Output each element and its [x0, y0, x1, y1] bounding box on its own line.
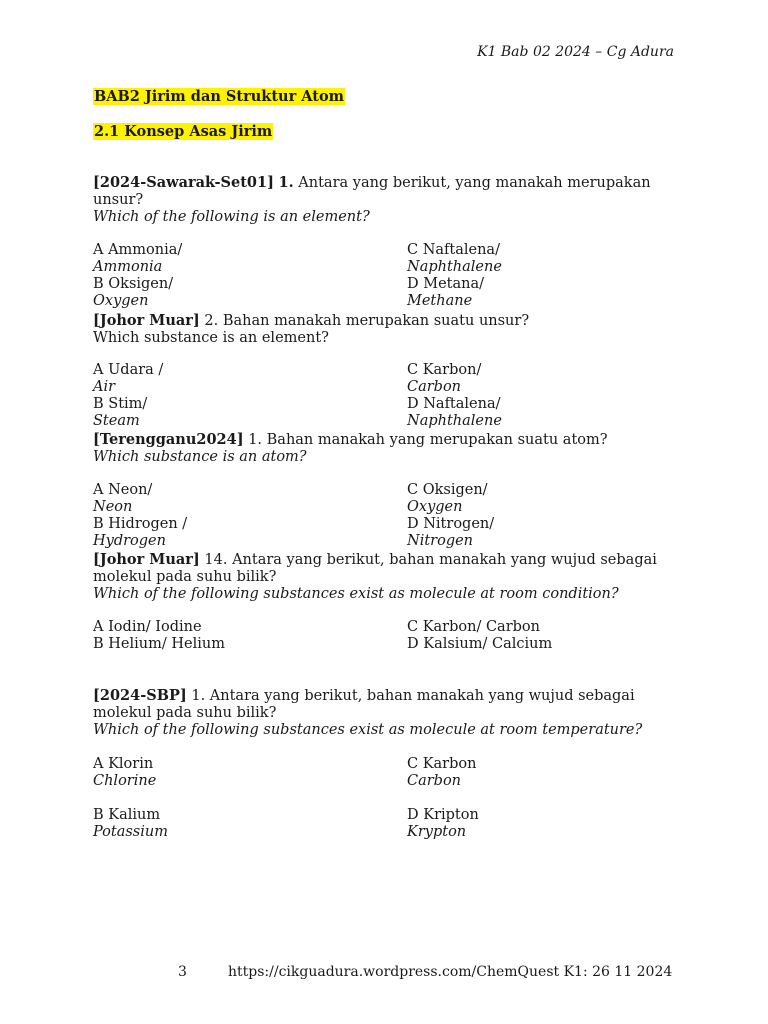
- option-label: D Kripton: [407, 807, 479, 823]
- question-translation: Which of the following substances exist as molecule at room temperature?: [93, 722, 643, 738]
- option-a: [93, 362, 407, 396]
- option-label: D Naftalena/: [407, 396, 501, 412]
- option-b: [93, 807, 407, 841]
- question-2: [93, 312, 683, 347]
- question-translation: Which of the following is an element?: [93, 209, 370, 225]
- option-translation: Nitrogen: [407, 533, 474, 549]
- options-2: [93, 362, 693, 430]
- page-footer: [178, 964, 672, 981]
- option-translation: Chlorine: [93, 773, 157, 789]
- option-b: B Helium/ Helium: [93, 636, 225, 652]
- option-c: [407, 756, 693, 790]
- option-label: B Hidrogen /: [93, 516, 188, 532]
- option-d: [407, 396, 693, 430]
- option-d: [407, 807, 693, 841]
- option-translation: Naphthalene: [407, 413, 502, 429]
- option-d: [407, 276, 693, 310]
- option-translation: Oxygen: [93, 293, 149, 309]
- option-translation: Steam: [93, 413, 140, 429]
- question-source-tag: [2024-Sawarak-Set01]: [93, 174, 274, 191]
- options-3: [93, 482, 693, 550]
- option-d: [407, 516, 693, 550]
- question-translation: Which substance is an atom?: [93, 449, 307, 465]
- option-translation: Krypton: [407, 824, 467, 840]
- option-label: B Stim/: [93, 396, 148, 412]
- option-label: C Oksigen/: [407, 482, 488, 498]
- question-source-tag: [Terengganu2024]: [93, 431, 244, 448]
- question-number: 1.: [278, 174, 294, 191]
- page-header: K1 Bab 02 2024 – Cg Adura: [477, 44, 674, 60]
- option-label: A Udara /: [93, 362, 164, 378]
- options-1: [93, 242, 693, 310]
- option-a: A Iodin/ Iodine: [93, 619, 202, 635]
- question-1: [93, 174, 683, 226]
- option-c: C Karbon/ Carbon: [407, 619, 540, 635]
- question-5: [93, 687, 683, 739]
- option-translation: Ammonia: [93, 259, 163, 275]
- question-text: 14. Antara yang berikut, bahan manakah yang wujud sebagai molekul pada suhu bilik?: [93, 552, 657, 585]
- question-source-tag: [2024-SBP]: [93, 687, 187, 704]
- footer-url: https://cikguadura.wordpress.com/ChemQuest K1: 26 11 2024: [228, 964, 673, 980]
- option-label: B Kalium: [93, 807, 161, 823]
- option-label: C Karbon: [407, 756, 477, 772]
- option-translation: Carbon: [407, 379, 462, 395]
- section-title: 2.1 Konsep Asas Jirim: [94, 123, 273, 140]
- option-a: [93, 756, 407, 790]
- option-translation: Neon: [93, 499, 133, 515]
- option-a: [93, 482, 407, 516]
- option-translation: Potassium: [93, 824, 168, 840]
- option-label: C Naftalena/: [407, 242, 500, 258]
- question-text: 1. Antara yang berikut, bahan manakah yang wujud sebagai molekul pada suhu bilik?: [93, 688, 635, 721]
- option-translation: Oxygen: [407, 499, 463, 515]
- option-c: [407, 482, 693, 516]
- option-label: B Oksigen/: [93, 276, 174, 292]
- question-translation: Which substance is an element?: [93, 330, 329, 346]
- option-d: D Kalsium/ Calcium: [407, 636, 553, 652]
- option-b: [93, 276, 407, 310]
- option-label: D Metana/: [407, 276, 485, 292]
- option-translation: Hydrogen: [93, 533, 166, 549]
- question-text: 2. Bahan manakah merupakan suatu unsur?: [199, 313, 530, 329]
- option-a: [93, 242, 407, 276]
- option-c: [407, 362, 693, 396]
- question-source-tag: [Johor Muar]: [93, 551, 200, 568]
- page-number: 3: [178, 964, 187, 980]
- option-translation: Naphthalene: [407, 259, 502, 275]
- option-label: A Ammonia/: [93, 242, 183, 258]
- question-text: 1. Bahan manakah yang merupakan suatu atom?: [243, 432, 608, 448]
- option-translation: Air: [93, 379, 116, 395]
- question-3: [93, 431, 683, 466]
- question-text: Antara yang berikut, yang manakah merupakan unsur?: [93, 175, 651, 208]
- option-c: [407, 242, 693, 276]
- options-5-row1: [93, 756, 693, 790]
- question-source-tag: [Johor Muar]: [93, 312, 200, 329]
- chapter-title: BAB2 Jirim dan Struktur Atom: [94, 88, 344, 105]
- options-4: [93, 619, 693, 653]
- options-5-row2: [93, 807, 693, 841]
- option-label: C Karbon/: [407, 362, 482, 378]
- option-label: D Nitrogen/: [407, 516, 495, 532]
- option-b: [93, 396, 407, 430]
- question-4: [93, 551, 683, 603]
- question-translation: Which of the following substances exist as molecule at room condition?: [93, 586, 619, 602]
- option-translation: Carbon: [407, 773, 462, 789]
- option-b: [93, 516, 407, 550]
- option-label: A Klorin: [93, 756, 154, 772]
- option-translation: Methane: [407, 293, 473, 309]
- option-label: A Neon/: [93, 482, 153, 498]
